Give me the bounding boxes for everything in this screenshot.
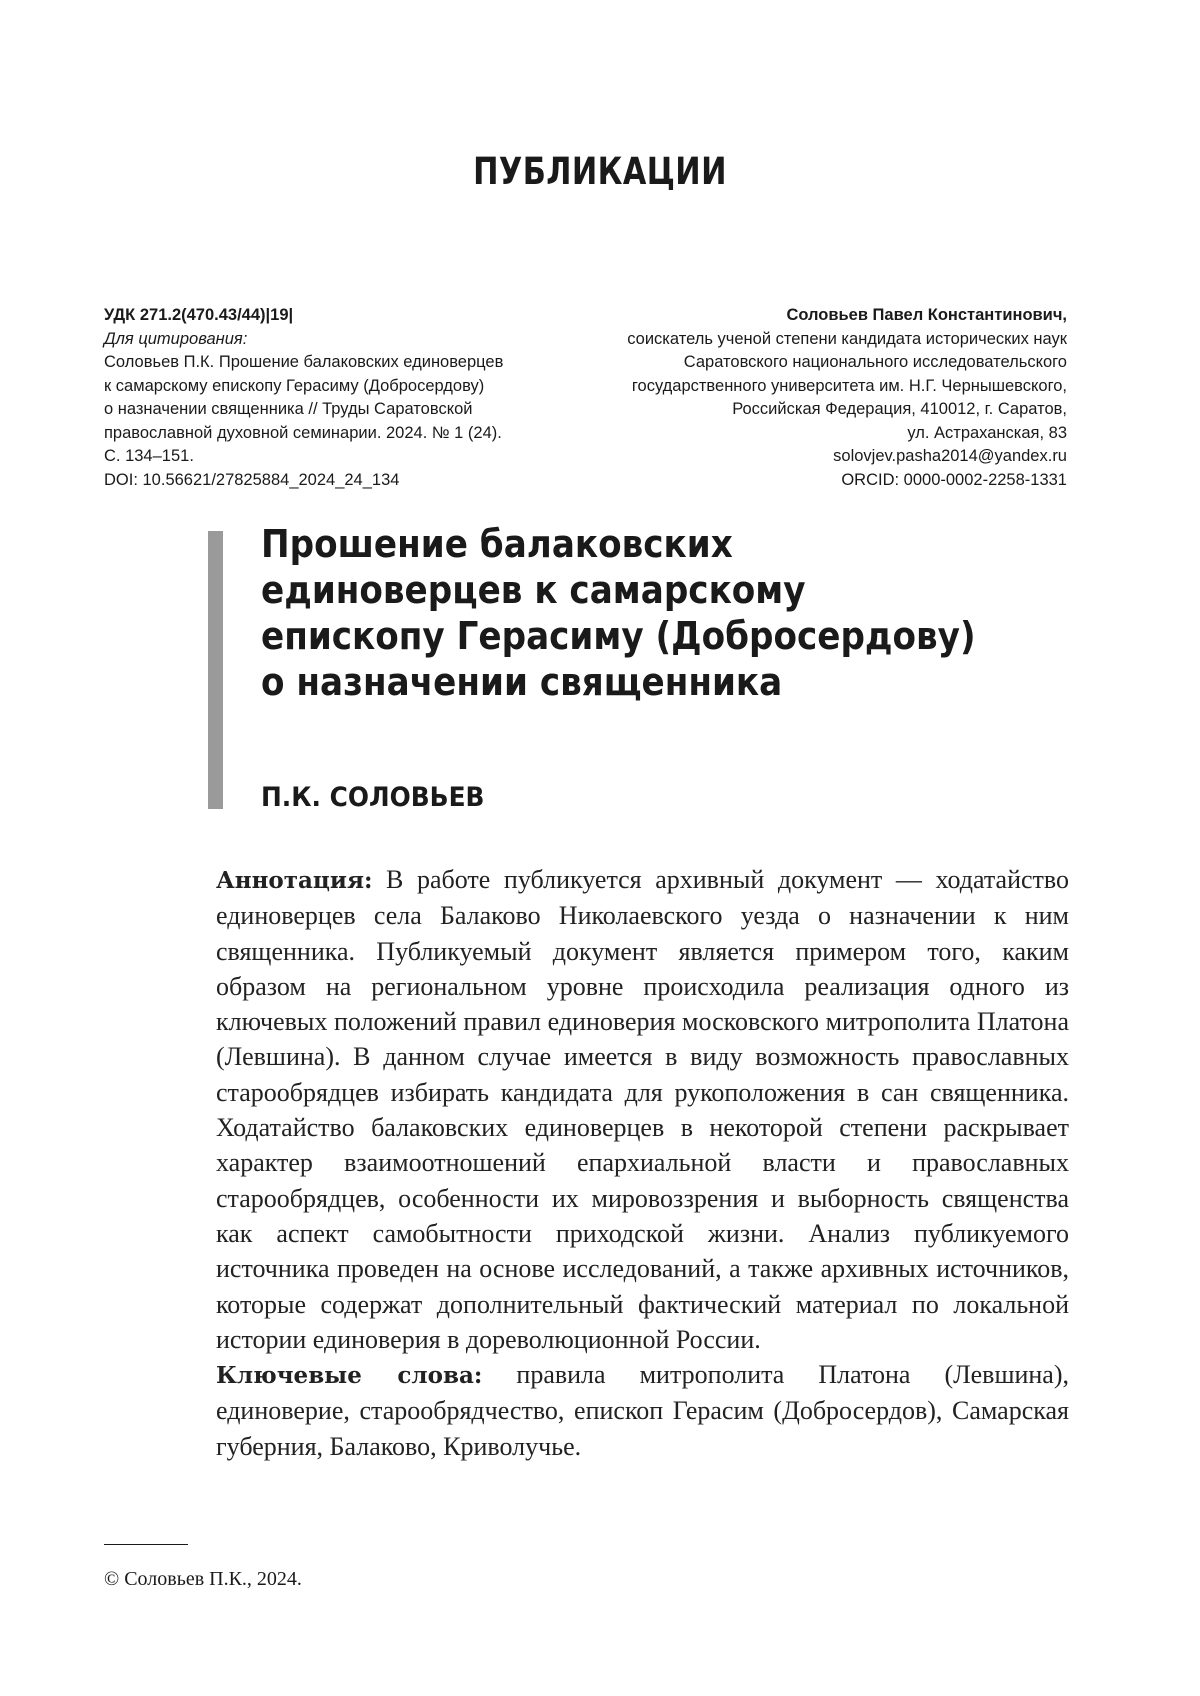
title-accent-bar bbox=[208, 531, 223, 809]
abstract-text: В работе публикуется архивный документ — ходатайство единоверцев села Балаково Николаевского уезда о назначении к ним священника. Публикуемый документ является примером того, каким образом на региональном уровне происходила реализация одного из ключевых положений правил единоверия московского митрополита Платона (Левшина). В данном случае имеется в виду возможность православных старообрядцев избирать кандидата для рукоположения в сан священника. Ходатайство балаковских единоверцев в некоторой степени раскрывает характер взаимоотношений епархиальной власти и православных старообрядцев, особенности их мировоззрения и выборность священства как аспект самобытности приходской жизни. Анализ публикуемого источника проведен на основе исследований, а также архивных источников, которые содержат дополнительный фактический материал по локальной истории единоверия в дореволюционной России. bbox=[216, 865, 1069, 1354]
citation-line: о назначении священника // Труды Саратовской bbox=[104, 400, 473, 418]
author-email: solovjev.pasha2014@yandex.ru bbox=[833, 447, 1067, 465]
citation-line: С. 134–151. bbox=[104, 447, 194, 465]
article-title bbox=[261, 521, 1081, 705]
footnote-divider bbox=[104, 1544, 188, 1545]
citation-block bbox=[104, 304, 544, 492]
title-line: единоверцев к самарскому bbox=[261, 568, 806, 612]
copyright-note: © Соловьев П.К., 2024. bbox=[104, 1568, 302, 1590]
abstract-section bbox=[216, 862, 1069, 1464]
udk-code: УДК 271.2(470.43/44)|19| bbox=[104, 306, 294, 324]
section-heading: ПУБЛИКАЦИИ bbox=[473, 150, 727, 193]
citation-label: Для цитирования: bbox=[104, 329, 248, 348]
abstract-label: Аннотация: bbox=[216, 867, 373, 894]
author-info-line: ул. Астраханская, 83 bbox=[907, 423, 1067, 442]
citation-line: православной духовной семинарии. 2024. № 1 (24). bbox=[104, 423, 502, 442]
title-line: епископу Герасиму (Добросердову) bbox=[261, 614, 976, 658]
title-line: о назначении священника bbox=[261, 660, 783, 704]
author-info-line: Российская Федерация, 410012, г. Саратов, bbox=[732, 400, 1067, 418]
author-info-line: соискатель ученой степени кандидата исторических наук bbox=[627, 329, 1067, 348]
author-full-name: Соловьев Павел Константинович, bbox=[786, 306, 1067, 324]
citation-line: к самарскому епископу Герасиму (Добросердову) bbox=[104, 376, 485, 395]
author-info-block bbox=[547, 304, 1067, 492]
keywords-paragraph bbox=[216, 1357, 1069, 1464]
citation-line: Соловьев П.К. Прошение балаковских единоверцев bbox=[104, 353, 504, 371]
article-byline: П.К. СОЛОВЬЕВ bbox=[261, 782, 485, 813]
abstract-paragraph bbox=[216, 862, 1069, 1357]
keywords-label: Ключевые слова: bbox=[216, 1362, 483, 1390]
title-line: Прошение балаковских bbox=[261, 522, 733, 566]
keywords-text: правила митрополита Платона (Левшина), единоверие, старообрядчество, епископ Герасим (Добросердов), Самарская губерния, Балаково, Криволучье. bbox=[216, 1360, 1069, 1461]
author-info-line: государственного университета им. Н.Г. Чернышевского, bbox=[631, 376, 1067, 395]
author-orcid: ORCID: 0000-0002-2258-1331 bbox=[841, 470, 1067, 489]
doi-line: DOI: 10.56621/27825884_2024_24_134 bbox=[104, 470, 400, 489]
author-info-line: Саратовского национального исследовательского bbox=[683, 353, 1067, 371]
